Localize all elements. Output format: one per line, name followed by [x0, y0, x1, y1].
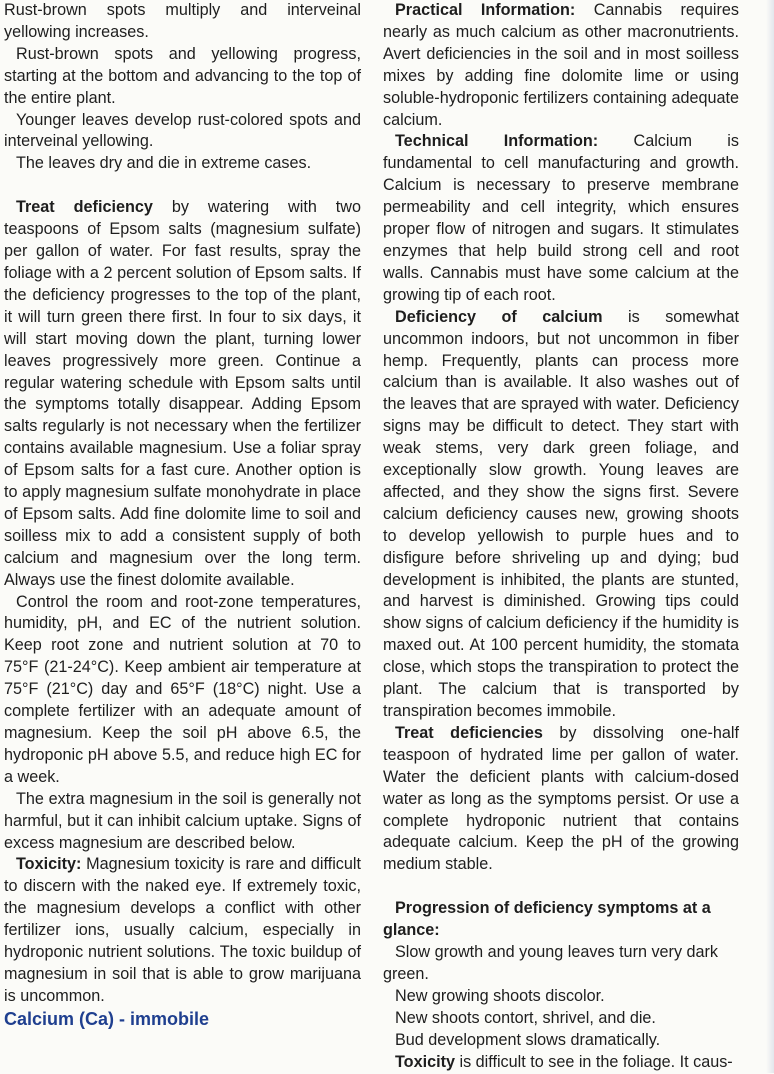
technical-information-paragraph — [383, 131, 739, 306]
treat-calcium-lead: Treat deficiencies — [395, 723, 543, 742]
calcium-deficiency-body: is somewhat uncommon indoors, but not uncommon in fiber hemp. Frequently, plants can process more calcium than is available. It also washes out of the leaves that are sprayed with water. Deficiency signs may be difficult to detect. They start with weak stems, very dark green foliage, and exceptionally slow growth. Young leaves are affected, and they show the signs first. Severe calcium deficiency causes new, growing shoots to develop yellowish to purple hues and to disfigure before shriveling up and dying; bud development is inhibited, the plants are stunted, and harvest is diminished. Growing tips could show signs of calcium deficiency if the humidity is maxed out. At 100 percent humidity, the stomata close, which stops the transpiration to protect the plant. The calcium that is transported by transpiration becomes immobile. — [383, 307, 739, 720]
calcium-toxicity-body: is difficult to see in the foliage. It caus- — [454, 1052, 733, 1071]
treat-deficiency-lead: Treat deficiency — [16, 198, 153, 217]
treat-calcium-paragraph — [383, 723, 739, 876]
practical-information-body: Cannabis requires nearly as much calcium as other macronutrients. Avert deficiencies in the soil and in most soilless mixes by adding fine dolomite lime or using soluble-hydroponic fertilizers containing adequate calcium. — [383, 1, 739, 129]
symptom-paragraph-1: Rust-brown spots multiply and interveinal yellowing increases. — [4, 1, 361, 41]
magnesium-toxicity-body: Magnesium toxicity is rare and difficult to discern with the naked eye. If extremely toxic, the magnesium develops a conflict with other fertilizer ions, usually calcium, especially in hydroponic nutrient solutions. The toxic buildup of magnesium in soil that is able to grow marijuana is uncommon. — [4, 855, 361, 1005]
calcium-deficiency-paragraph — [383, 307, 739, 723]
calcium-toxicity-lead: Toxicity — [395, 1052, 455, 1071]
treat-calcium-body: by dissolving one-half teaspoon of hydrated lime per gallon of water. Water the deficient plants with calcium-dosed water as long as the symptoms persist. Or use a complete hydroponic nutrient that contains adequate calcium. Keep the pH of the growing medium stable. — [383, 723, 739, 874]
magnesium-toxicity-paragraph — [4, 854, 361, 1007]
symptom-paragraph-3: Younger leaves develop rust-colored spots and interveinal yellowing. — [4, 110, 361, 151]
practical-information-lead: Practical Information: — [395, 1, 576, 19]
treat-deficiency-paragraph — [4, 197, 361, 591]
symptom-paragraph-2: Rust-brown spots and yellowing progress, starting at the bottom and advancing to the top of the entire plant. — [4, 44, 361, 107]
calcium-toxicity-paragraph — [383, 1052, 739, 1074]
progression-item-1: Slow growth and young leaves turn very dark green. — [383, 943, 719, 983]
progression-heading: Progression of deficiency symptoms at a glance: — [383, 899, 711, 940]
calcium-section-heading: Calcium (Ca) - immobile — [4, 1008, 210, 1029]
extra-magnesium-paragraph: The extra magnesium in the soil is generally not harmful, but it can inhibit calcium uptake. Signs of excess magnesium are described below. — [4, 789, 361, 852]
technical-information-lead: Technical Information: — [395, 132, 599, 151]
control-conditions-paragraph: Control the room and root-zone temperatures, humidity, pH, and EC of the nutrient solution. Keep root zone and nutrient solution at 70 to 75°F (21-24°C). Keep ambient air temperature at 75°F (21°C) day and 65°F (18°C) night. Use a complete fertilizer with an adequate amount of magnesium. Keep the soil pH above 6.5, the hydroponic pH above 5.5, and reduce high EC for a week. — [4, 592, 361, 786]
symptom-paragraph-4: The leaves dry and die in extreme cases. — [16, 154, 312, 173]
treat-deficiency-body: by watering with two teaspoons of Epsom salts (magnesium sulfate) per gallon of water. For fast results, spray the foliage with a 2 percent solution of Epsom salts. If the deficiency progresses to the top of the plant, it will turn green there first. In four to six days, it will start moving down the plant, turning lower leaves progressively more green. Continue a regular watering schedule with Epsom salts until the symptoms totally disappear. Adding Epsom salts regularly is not necessary when the fertilizer contains available magnesium. Use a foliar spray of Epsom salts for a fast cure. Another option is to apply magnesium sulfate monohydrate in place of Epsom salts. Add fine dolomite lime to soil and soilless mix to add a consistent supply of both calcium and magnesium over the long term. Always use the finest dolomite available. — [4, 198, 361, 589]
page-edge-shadow — [766, 0, 774, 1073]
calcium-deficiency-lead: Deficiency of calcium — [395, 307, 603, 326]
right-column — [383, 0, 739, 1074]
technical-information-body: Calcium is fundamental to cell manufacturing and growth. Calcium is necessary to preserve membrane permeability and cell integrity, which ensures proper flow of nitrogen and sugars. It stimulates enzymes that help build strong cell and root walls. Cannabis must have some calcium at the growing tip of each root. — [383, 132, 739, 304]
left-column — [4, 0, 361, 1030]
progression-item-2: New growing shoots discolor. — [395, 986, 605, 1005]
magnesium-toxicity-lead: Toxicity: — [16, 855, 82, 874]
progression-item-4: Bud development slows dramatically. — [395, 1030, 661, 1049]
progression-item-3: New shoots contort, shrivel, and die. — [395, 1008, 656, 1027]
practical-information-paragraph — [383, 0, 739, 131]
